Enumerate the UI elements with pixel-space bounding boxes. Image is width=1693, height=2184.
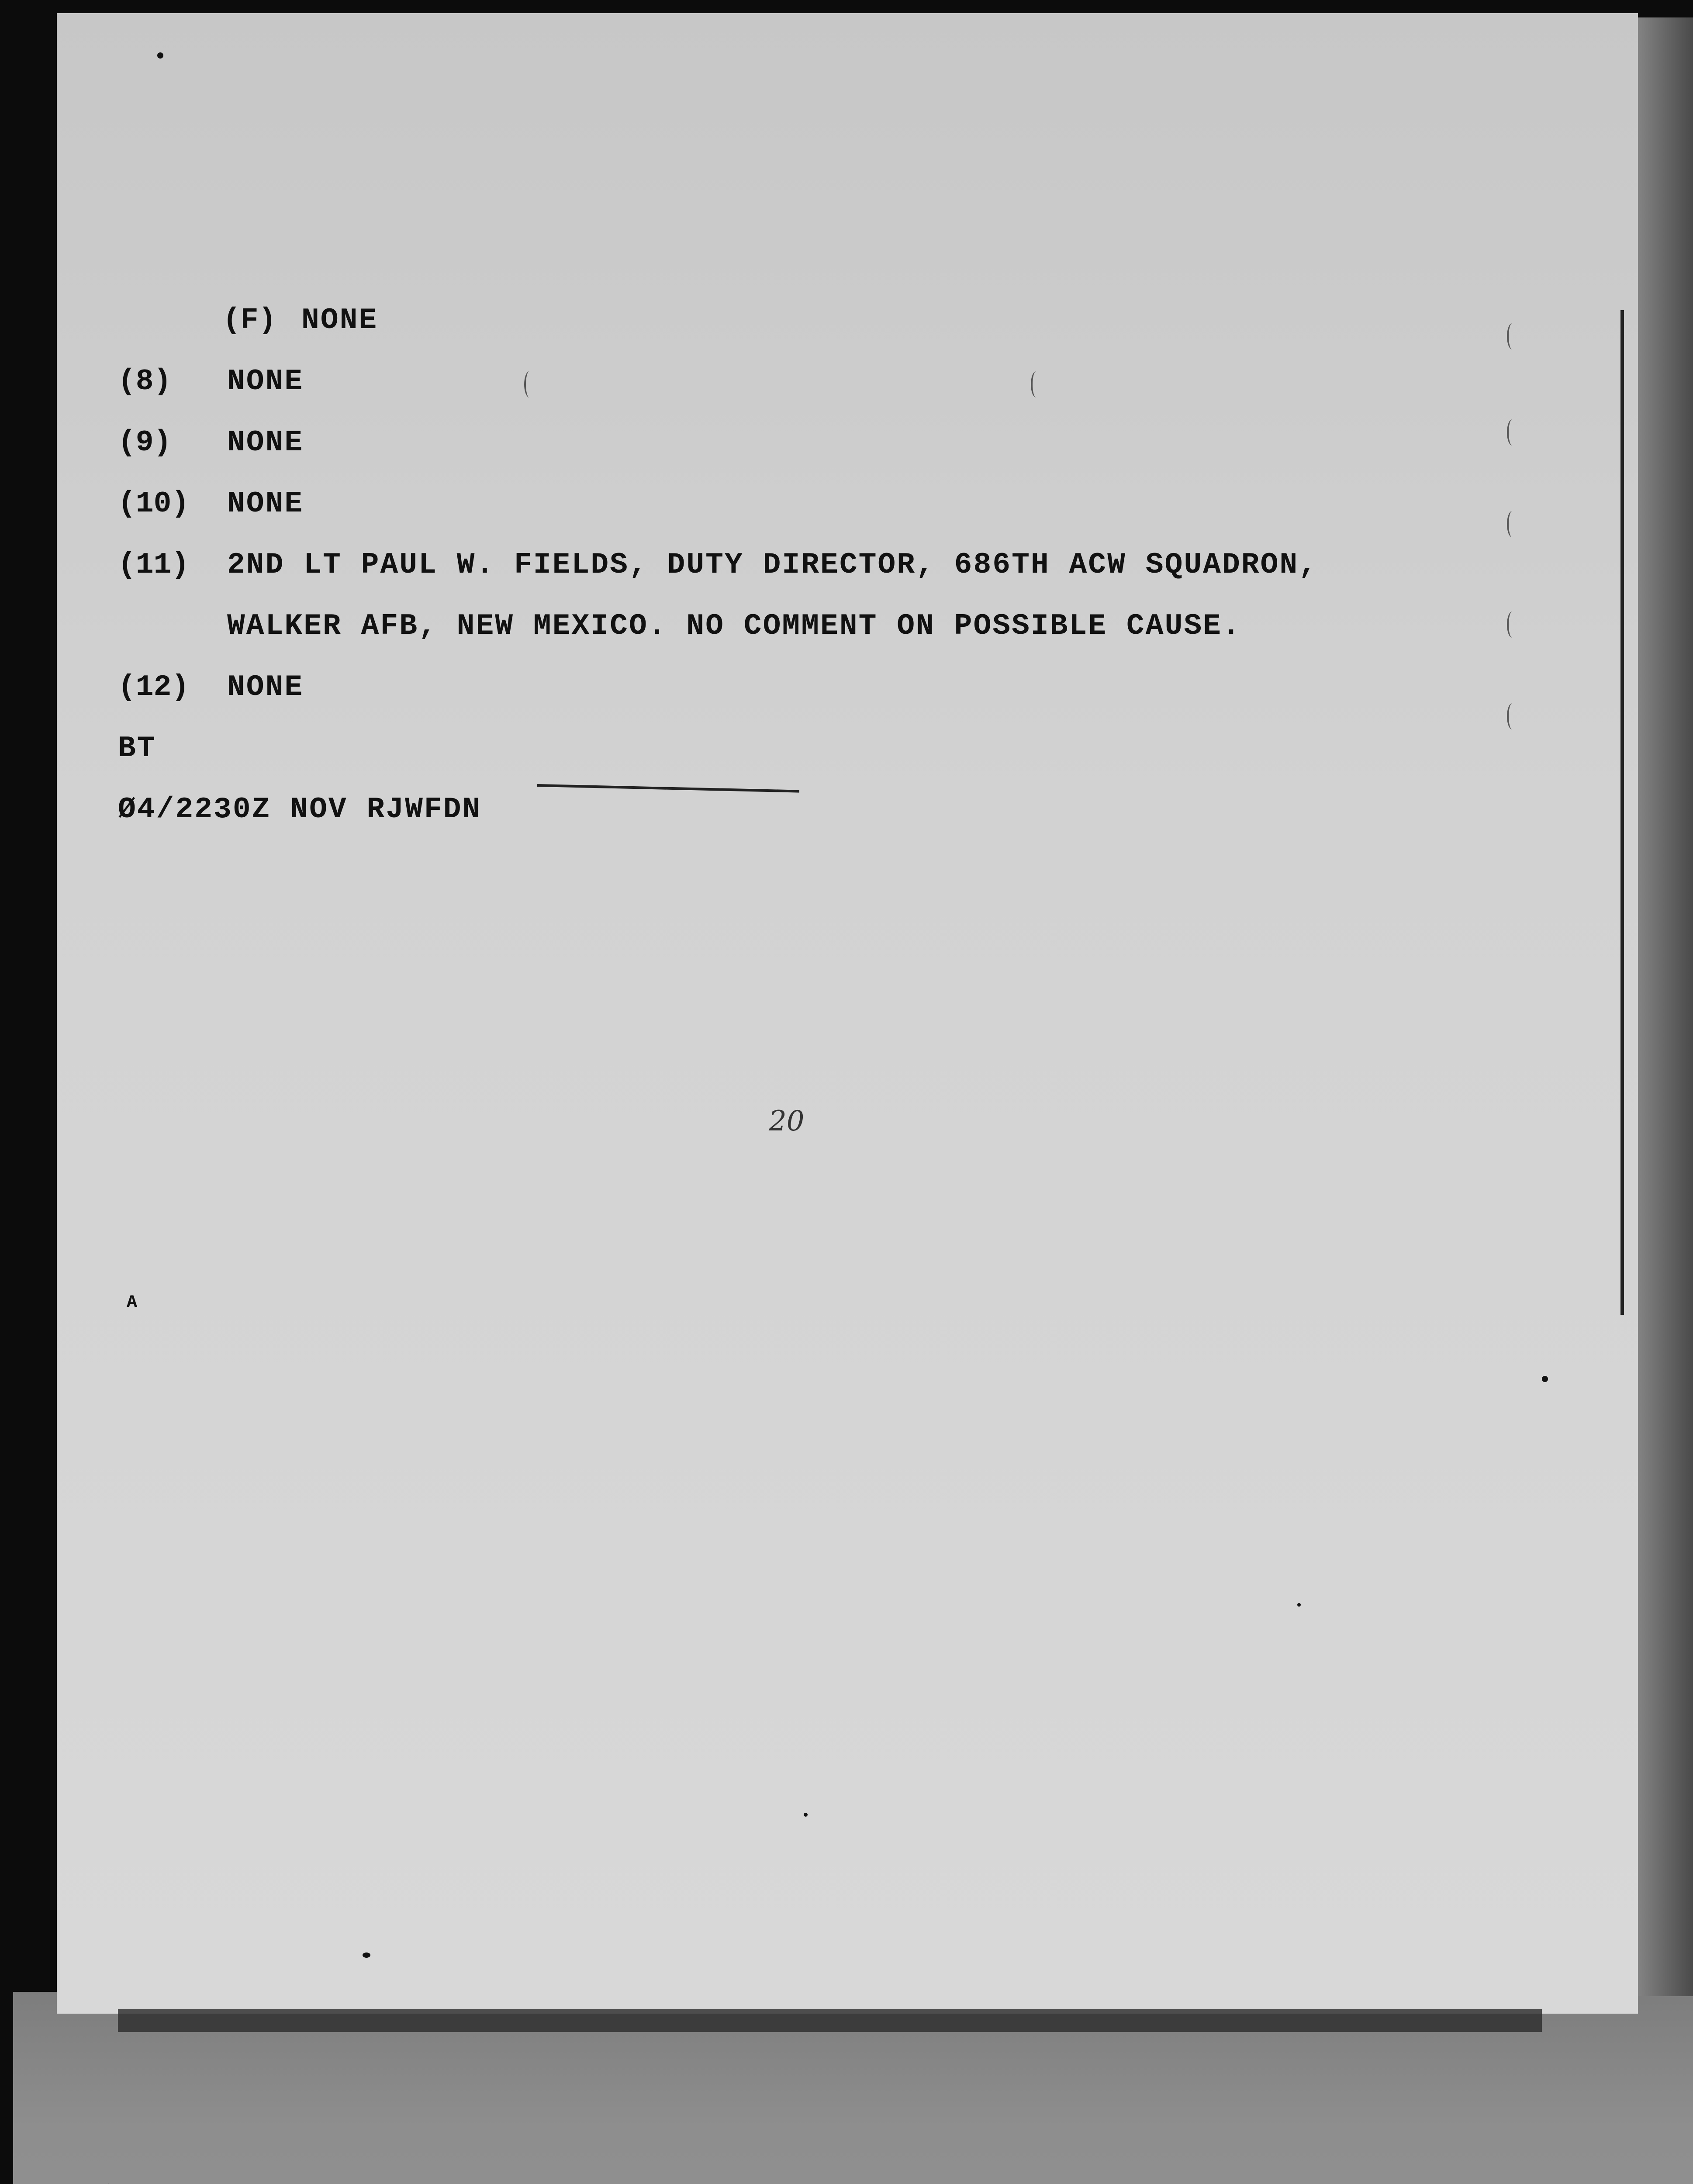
margin-mark [1507,703,1517,729]
item-12-text: NONE [227,670,304,704]
item-10-text: NONE [227,487,304,521]
date-time-group: Ø4/2230Z NOV RJWFDN [118,793,482,826]
item-11-number: (11) [118,548,190,582]
item-12-number: (12) [118,670,190,704]
page-bottom-shadow [118,2009,1542,2032]
break-marker: BT [118,732,156,765]
item-11-text: 2ND LT PAUL W. FIELDS, DUTY DIRECTOR, 686TH ACW SQUADRON, [227,548,1318,582]
speck [363,1952,370,1958]
item-9-text: NONE [227,426,304,460]
document-page [57,13,1638,2014]
edge-rule-line [1620,310,1624,1315]
pen-stroke [537,784,799,793]
item-10-number: (10) [118,487,190,521]
speck [157,52,163,59]
scribble-mark [61,2167,201,2184]
item-8-number: (8) [118,365,172,398]
margin-mark [1507,612,1517,638]
item-f-number: (F) [223,304,276,337]
margin-mark [1031,371,1041,397]
item-11-continuation: WALKER AFB, NEW MEXICO. NO COMMENT ON POSSIBLE CAUSE. [227,609,1241,643]
margin-mark [1507,419,1517,446]
speck [1297,1603,1301,1607]
speck [1542,1376,1548,1382]
margin-mark [1507,323,1517,349]
handwritten-page-number: 20 [769,1105,805,1137]
margin-mark [1507,511,1517,537]
item-9-number: (9) [118,426,172,460]
corner-mark: A [127,1293,138,1313]
margin-mark [524,371,535,397]
item-8-text: NONE [227,365,304,398]
item-f-text: NONE [301,304,378,337]
speck [804,1813,808,1817]
